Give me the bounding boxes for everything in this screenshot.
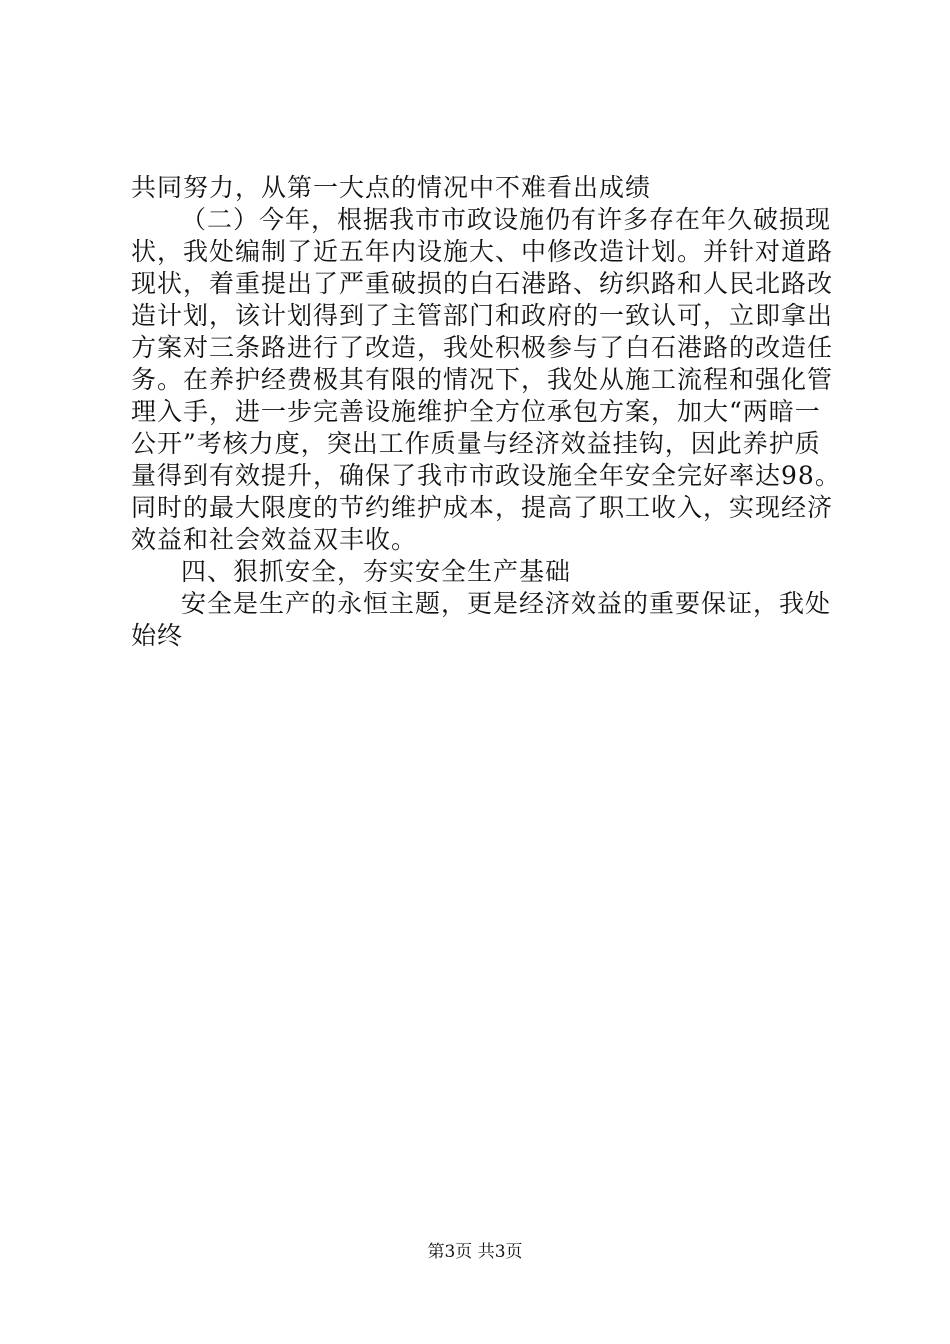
text-line: 始终: [131, 621, 184, 650]
text-line: 共同努力，从第一大点的情况中不难看出成绩: [131, 173, 652, 202]
page-footer: [0, 1240, 950, 1264]
text-line: 现状，着重提出了严重破损的白石港路、纺织路和人民北路改: [131, 269, 834, 298]
text-line: 量得到有效提升，确保了我市市政设施全年安全完好率达98。: [131, 461, 841, 490]
text-line: 公开”考核力度，突出工作质量与经济效益挂钩，因此养护质: [131, 429, 821, 458]
document-body: [131, 172, 841, 652]
text-line: （二）今年，根据我市市政设施仍有许多存在年久破损现: [181, 205, 832, 234]
section-heading: 四、狠抓安全，夯实安全生产基础: [181, 557, 572, 586]
text-line: 方案对三条路进行了改造，我处积极参与了白石港路的改造任: [131, 333, 834, 362]
text-line: 安全是生产的永恒主题，更是经济效益的重要保证，我处: [181, 589, 832, 618]
text-line: 务。在养护经费极其有限的情况下，我处从施工流程和强化管: [131, 365, 834, 394]
text-line: 效益和社会效益双丰收。: [131, 525, 418, 554]
text-line: 理入手，进一步完善设施维护全方位承包方案，加大“两暗一: [131, 397, 821, 426]
page-number: 第3页 共3页: [427, 1242, 523, 1262]
text-line: 造计划，该计划得到了主管部门和政府的一致认可，立即拿出: [131, 301, 834, 330]
text-line: 状，我处编制了近五年内设施大、中修改造计划。并针对道路: [131, 237, 834, 266]
text-line: 同时的最大限度的节约维护成本，提高了职工收入，实现经济: [131, 493, 834, 522]
